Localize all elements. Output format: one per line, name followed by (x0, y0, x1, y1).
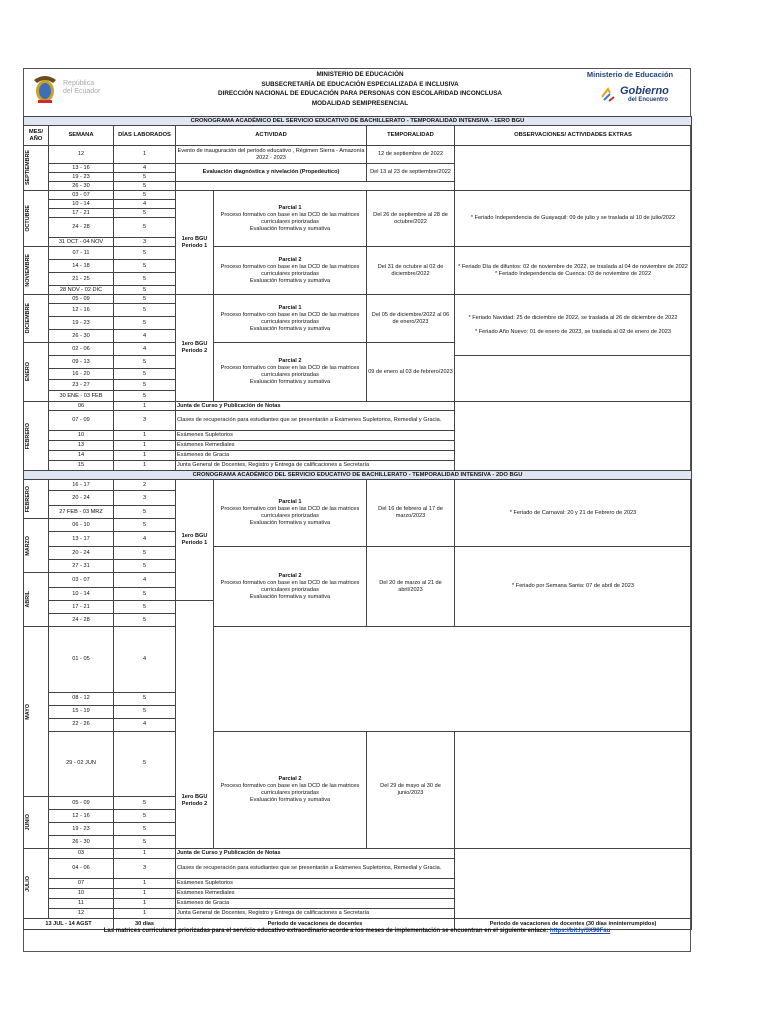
activity-junta-general: Junta General de Docentes, Registro y Entrega de calificaciones a Secretaría (176, 461, 455, 471)
ministry-logo-text: Ministerio de Educación (586, 70, 674, 79)
week-cell: 10 (49, 889, 114, 899)
week-cell: 04 - 06 (49, 859, 114, 879)
week-cell: 12 (49, 909, 114, 919)
days-cell: 1 (114, 461, 176, 471)
period-2-cell (176, 295, 214, 402)
month-cell (24, 849, 49, 919)
vacation-activity: Periodo de vacaciones de docentes (176, 919, 455, 930)
days-cell: 5 (114, 519, 176, 532)
activity-parcial-2 (214, 547, 367, 627)
parcial-title: Parcial 2 (278, 775, 302, 782)
week-cell: 05 - 09 (49, 797, 114, 810)
week-cell: 23 - 27 (49, 380, 114, 391)
days-cell: 4 (114, 718, 176, 731)
week-cell: 03 - 07 (49, 573, 114, 588)
days-cell: 5 (114, 369, 176, 380)
week-cell: 29 - 02 JUN (49, 731, 114, 797)
days-cell: 5 (114, 317, 176, 330)
activity-gracia: Exámenes de Gracia (176, 899, 455, 909)
period-level: 1ero BGU (181, 794, 208, 800)
week-cell: 13 - 17 (49, 532, 114, 547)
temporality-cell: 12 de septiembre de 2022 (367, 146, 455, 164)
col-header-days: DÍAS LABORADOS (114, 126, 176, 146)
days-cell: 5 (114, 588, 176, 601)
parcial-process: Proceso formativo con base en las DCD de las matrices curriculares priorizadas (220, 506, 360, 519)
period-level: 1ero BGU (181, 341, 208, 347)
parcial-title: Parcial 2 (278, 256, 302, 263)
parcial-process: Proceso formativo con base en las DCD de las matrices curriculares priorizadas (220, 211, 360, 225)
parcial-eval: Evaluación formativa y sumativa (249, 796, 331, 803)
days-cell: 1 (114, 146, 176, 164)
section-title-1ero: CRONOGRAMA ACADÉMICO DEL SERVICIO EDUCATIVO DE BACHILLERATO - TEMPORALIDAD INTENSIVA - 1ERO BGU (24, 117, 692, 126)
activity-parcial-1 (214, 191, 367, 247)
parcial-title: Parcial 1 (278, 304, 302, 311)
month-cell (24, 627, 49, 797)
footer-note (23, 928, 691, 934)
days-cell: 5 (114, 506, 176, 519)
days-cell: 5 (114, 547, 176, 560)
month-cell (24, 191, 49, 247)
month-label: FEBRERO (25, 485, 31, 513)
temporality-cell: Del 13 al 23 de septiembre/2022 (367, 164, 455, 182)
days-cell: 5 (114, 560, 176, 573)
week-cell: 19 - 23 (49, 823, 114, 836)
days-cell: 5 (114, 209, 176, 218)
activity-parcial-2 (214, 247, 367, 295)
week-cell: 07 (49, 879, 114, 889)
parcial-title: Parcial 2 (278, 358, 302, 364)
parcial-process: Proceso formativo con base en las DCD de las matrices curriculares priorizadas (220, 311, 360, 325)
vacation-observation: Periodo de vacaciones de docentes (30 días inninterrumpidos) (455, 919, 692, 930)
activity-inauguration: Evento de inauguración del periodo educativo , Régimen Sierra - Amazonía 2022 - 2023 (176, 146, 367, 164)
parcial-title: Parcial 1 (278, 204, 302, 211)
days-cell: 5 (114, 218, 176, 238)
week-cell: 05 - 09 (49, 295, 114, 304)
days-cell: 1 (114, 899, 176, 909)
days-cell: 1 (114, 909, 176, 919)
header-line-ministry: MINISTERIO DE EDUCACIÓN (316, 71, 404, 78)
week-cell: 20 - 24 (49, 547, 114, 560)
month-label: JUNIO (25, 814, 31, 831)
days-cell: 5 (114, 836, 176, 849)
republic-line-1: República (63, 80, 95, 87)
week-cell: 16 - 20 (49, 369, 114, 380)
week-cell: 11 (49, 899, 114, 909)
week-cell: 19 - 23 (49, 317, 114, 330)
days-cell: 5 (114, 731, 176, 797)
curricula-link[interactable]: https://bit.ly/3X98Fau (549, 928, 611, 934)
week-cell: 03 (49, 849, 114, 859)
parcial-eval: Evaluación formativa y sumativa (249, 520, 331, 526)
month-cell (24, 402, 49, 471)
schedule-table (23, 116, 692, 930)
observation-cell (455, 731, 692, 849)
vacation-days: 30 días (114, 919, 176, 930)
week-cell: 10 (49, 431, 114, 441)
parcial-eval: Evaluación formativa y sumativa (249, 379, 331, 385)
month-cell (24, 146, 49, 191)
col-header-observations: OBSERVACIONES/ ACTIVIDADES EXTRAS (455, 126, 692, 146)
observation-line: * Feriado Independencia de Cuenca: 03 de noviembre de 2022 (494, 270, 652, 277)
footer-text: Las matrices curriculares priorizadas para el servicio educativo extraordinario acorde a los meses de implementación se encuentran en el siguiente enlace: (103, 928, 549, 934)
temporality-cell: Del 05 de diciembre/2022 al 06 de enero/2023 (367, 295, 455, 343)
week-cell: 12 - 16 (49, 304, 114, 317)
period-1-cell (176, 480, 214, 601)
week-cell: 19 - 23 (49, 173, 114, 182)
parcial-process: Proceso formativo con base en las DCD de las matrices curriculares priorizadas (220, 579, 360, 593)
days-cell: 5 (114, 705, 176, 718)
month-label: JULIO (25, 875, 31, 892)
parcial-title: Parcial 2 (278, 572, 302, 579)
parcial-eval: Evaluación formativa y sumativa (249, 277, 331, 284)
gobierno-text: Gobierno (620, 85, 669, 97)
month-cell (24, 797, 49, 849)
section-title-2do: CRONOGRAMA ACADÉMICO DEL SERVICIO EDUCATIVO DE BACHILLERATO - TEMPORALIDAD INTENSIVA - 2DO BGU (24, 471, 692, 480)
observation-line: * Feriado Navidad: 25 de diciembre de 2022, se traslada al 26 de diciembre de 2022 (468, 314, 678, 321)
month-cell (24, 295, 49, 343)
temporality-cell: Del 20 de marzo al 21 de abril/2023 (367, 547, 455, 627)
days-cell: 5 (114, 391, 176, 402)
vacation-weeks: 13 JUL - 14 AGST (24, 919, 114, 930)
days-cell: 5 (114, 356, 176, 369)
observation-cell (455, 146, 692, 191)
parcial-process: Proceso formativo con base en las DCD de las matrices curriculares priorizadas (220, 365, 360, 378)
month-label: FEBRERO (25, 422, 31, 450)
days-cell: 5 (114, 692, 176, 705)
week-cell: 09 - 13 (49, 356, 114, 369)
week-cell: 07 - 09 (49, 411, 114, 431)
week-cell: 15 - 19 (49, 705, 114, 718)
week-cell: 24 - 28 (49, 614, 114, 627)
period-1-cell (176, 191, 214, 295)
parcial-eval: Evaluación formativa y sumativa (249, 325, 331, 332)
activity-junta-general: Junta General de Docentes, Registro y Entrega de calificaciones a Secretaría (176, 909, 455, 919)
week-cell: 26 - 30 (49, 836, 114, 849)
activity-parcial-1 (214, 480, 367, 547)
week-cell: 14 - 18 (49, 260, 114, 273)
week-cell: 08 - 12 (49, 692, 114, 705)
days-cell: 4 (114, 532, 176, 547)
week-cell: 26 - 30 (49, 330, 114, 343)
empty-cell (176, 182, 455, 191)
week-cell: 07 - 11 (49, 247, 114, 260)
days-cell: 4 (114, 330, 176, 343)
temporality-cell: Del 31 de octubre al 02 de diciembre/2022 (367, 247, 455, 295)
week-cell: 06 - 10 (49, 519, 114, 532)
month-cell (24, 480, 49, 519)
period-label: Periodo 1 (181, 242, 208, 249)
col-header-month: MES/ AÑO (24, 126, 49, 146)
header-line-subsecretaria: SUBSECRETARÍA DE EDUCACIÓN ESPECIALIZADA E INCLUSIVA (261, 80, 459, 88)
week-cell: 31 OCT - 04 NOV (49, 238, 114, 247)
observation-cell (455, 849, 692, 919)
month-label: MARZO (25, 535, 31, 556)
month-label: DICIEMBRE (25, 303, 31, 334)
days-cell: 3 (114, 411, 176, 431)
days-cell: 5 (114, 273, 176, 286)
activity-junta: Junta de Curso y Publicación de Notas (176, 402, 455, 411)
period-2-cell (176, 601, 214, 849)
activity-supletorios: Exámenes Supletorios (176, 431, 455, 441)
col-header-activity: ACTIVIDAD (176, 126, 367, 146)
temporality-cell: Del 16 de febrero al 17 de marzo/2023 (367, 480, 455, 547)
month-cell (24, 247, 49, 295)
observation-cell (455, 402, 692, 471)
period-level: 1ero BGU (181, 235, 208, 242)
month-label: MAYO (25, 703, 31, 720)
parcial-eval: Evaluación formativa y sumativa (249, 593, 331, 600)
days-cell: 5 (114, 182, 176, 191)
month-label: SEPTIEMBRE (25, 150, 31, 186)
days-cell: 3 (114, 859, 176, 879)
republic-line-2: del Ecuador (63, 88, 101, 95)
days-cell: 1 (114, 402, 176, 411)
week-cell: 22 - 26 (49, 718, 114, 731)
activity-diagnostic: Evaluación diagnóstica y nivelación (Propedéutico) (176, 164, 367, 182)
days-cell: 1 (114, 849, 176, 859)
activity-parcial-2 (214, 343, 367, 402)
week-cell: 20 - 24 (49, 491, 114, 506)
week-cell: 12 - 16 (49, 810, 114, 823)
parcial-eval: Evaluación formativa y sumativa (249, 225, 331, 232)
activity-parcial-1 (214, 295, 367, 343)
week-cell: 27 - 31 (49, 560, 114, 573)
week-cell: 26 - 30 (49, 182, 114, 191)
activity-supletorios: Exámenes Supletorios (176, 879, 455, 889)
encuentro-text: del Encuentro (628, 97, 669, 103)
month-label: ENERO (25, 362, 31, 382)
activity-parcial-2 (214, 731, 367, 849)
observation-cell (455, 356, 692, 402)
observation-cell (455, 295, 692, 356)
week-cell: 10 - 14 (49, 588, 114, 601)
col-header-temporality: TEMPORALIDAD (367, 126, 455, 146)
temporality-cell: Del 26 de septiembre al 28 de octubre/2022 (367, 191, 455, 247)
days-cell: 1 (114, 889, 176, 899)
observation-line: * Feriado Año Nuevo: 01 de enero de 2023, se traslada al 02 de enero de 2023 (475, 328, 671, 335)
period-label: Periodo 2 (181, 348, 208, 354)
days-cell: 5 (114, 601, 176, 614)
week-cell: 13 - 16 (49, 164, 114, 173)
days-cell: 5 (114, 823, 176, 836)
observation-cell: * Feriado de Carnaval: 20 y 21 de Febrero de 2023 (455, 480, 692, 547)
header-line-modalidad: MODALIDAD SEMIPRESENCIAL (311, 99, 409, 107)
activity-clases: Clases de recuperación para estudiantes que se presentarán a Exámenes Supletorios, Remedial y Gracia. (176, 859, 455, 879)
days-cell: 5 (114, 810, 176, 823)
month-cell (24, 573, 49, 627)
days-cell: 4 (114, 164, 176, 173)
days-cell: 4 (114, 573, 176, 588)
days-cell: 5 (114, 304, 176, 317)
observation-cell: * Feriado Independencia de Guayaquil: 09 de julio y se traslada al 10 de julio/2022 (455, 191, 692, 247)
activity-gracia: Exámenes de Gracia (176, 451, 455, 461)
month-cell (24, 519, 49, 573)
days-cell: 5 (114, 260, 176, 273)
week-cell: 12 (49, 146, 114, 164)
days-cell: 4 (114, 200, 176, 209)
month-label: NOVIEMBRE (25, 254, 31, 287)
observation-line: * Feriado Día de difuntos: 02 de noviembre de 2022, se traslada al 04 de noviembre de 2022 (458, 263, 688, 270)
week-cell: 16 - 17 (49, 480, 114, 491)
days-cell: 3 (114, 491, 176, 506)
week-cell: 17 - 21 (49, 601, 114, 614)
activity-junta: Junta de Curso y Publicación de Notas (176, 849, 455, 859)
header-line-direccion: DIRECCIÓN NACIONAL DE EDUCACIÓN PARA PERSONAS CON ESCOLARIDAD INCONCLUSA (218, 90, 502, 98)
parcial-process: Proceso formativo con base en las DCD de las matrices curriculares priorizadas (220, 782, 360, 796)
week-cell: 10 - 14 (49, 200, 114, 209)
days-cell: 1 (114, 879, 176, 889)
days-cell: 4 (114, 343, 176, 356)
week-cell: 13 (49, 441, 114, 451)
observation-cell: * Feriado por Semana Santa: 07 de abril de 2023 (455, 547, 692, 627)
parcial-title: Parcial 1 (278, 499, 302, 505)
month-label: ABRIL (25, 591, 31, 608)
week-cell: 02 - 06 (49, 343, 114, 356)
month-label: OCTUBRE (25, 205, 31, 232)
activity-remediales: Exámenes Remediales (176, 889, 455, 899)
days-cell: 5 (114, 380, 176, 391)
days-cell: 1 (114, 431, 176, 441)
activity-remediales: Exámenes Remediales (176, 441, 455, 451)
week-cell: 03 - 07 (49, 191, 114, 200)
days-cell: 5 (114, 247, 176, 260)
week-cell: 15 (49, 461, 114, 471)
week-cell: 17 - 21 (49, 209, 114, 218)
days-cell: 5 (114, 295, 176, 304)
temporality-cell: 09 de enero al 03 de febrero/2023 (367, 343, 455, 402)
days-cell: 5 (114, 614, 176, 627)
days-cell: 1 (114, 441, 176, 451)
col-header-week: SEMANA (49, 126, 114, 146)
week-cell: 21 - 25 (49, 273, 114, 286)
observation-cell (455, 247, 692, 295)
days-cell: 5 (114, 191, 176, 200)
days-cell: 4 (114, 627, 176, 693)
parcial-process: Proceso formativo con base en las DCD de las matrices curriculares priorizadas (220, 263, 360, 277)
period-label: Periodo 2 (181, 801, 208, 807)
days-cell: 5 (114, 797, 176, 810)
days-cell: 5 (114, 286, 176, 295)
days-cell: 3 (114, 238, 176, 247)
week-cell: 27 FEB - 03 MRZ (49, 506, 114, 519)
week-cell: 24 - 28 (49, 218, 114, 238)
week-cell: 14 (49, 451, 114, 461)
days-cell: 2 (114, 480, 176, 491)
period-label: Periodo 1 (181, 540, 208, 546)
days-cell: 1 (114, 451, 176, 461)
week-cell: 30 ENE - 03 FEB (49, 391, 114, 402)
period-level: 1ero BGU (181, 533, 208, 539)
days-cell: 5 (114, 173, 176, 182)
month-cell (24, 343, 49, 402)
week-cell: 06 (49, 402, 114, 411)
activity-clases: Clases de recuperación para estudiantes que se presentarán a Exámenes Supletorios, Remedial y Gracia. (176, 411, 455, 431)
temporality-cell: Del 29 de mayo al 30 de junio/2023 (367, 731, 455, 849)
week-cell: 01 - 05 (49, 627, 114, 693)
week-cell: 28 NOV - 02 DIC (49, 286, 114, 295)
